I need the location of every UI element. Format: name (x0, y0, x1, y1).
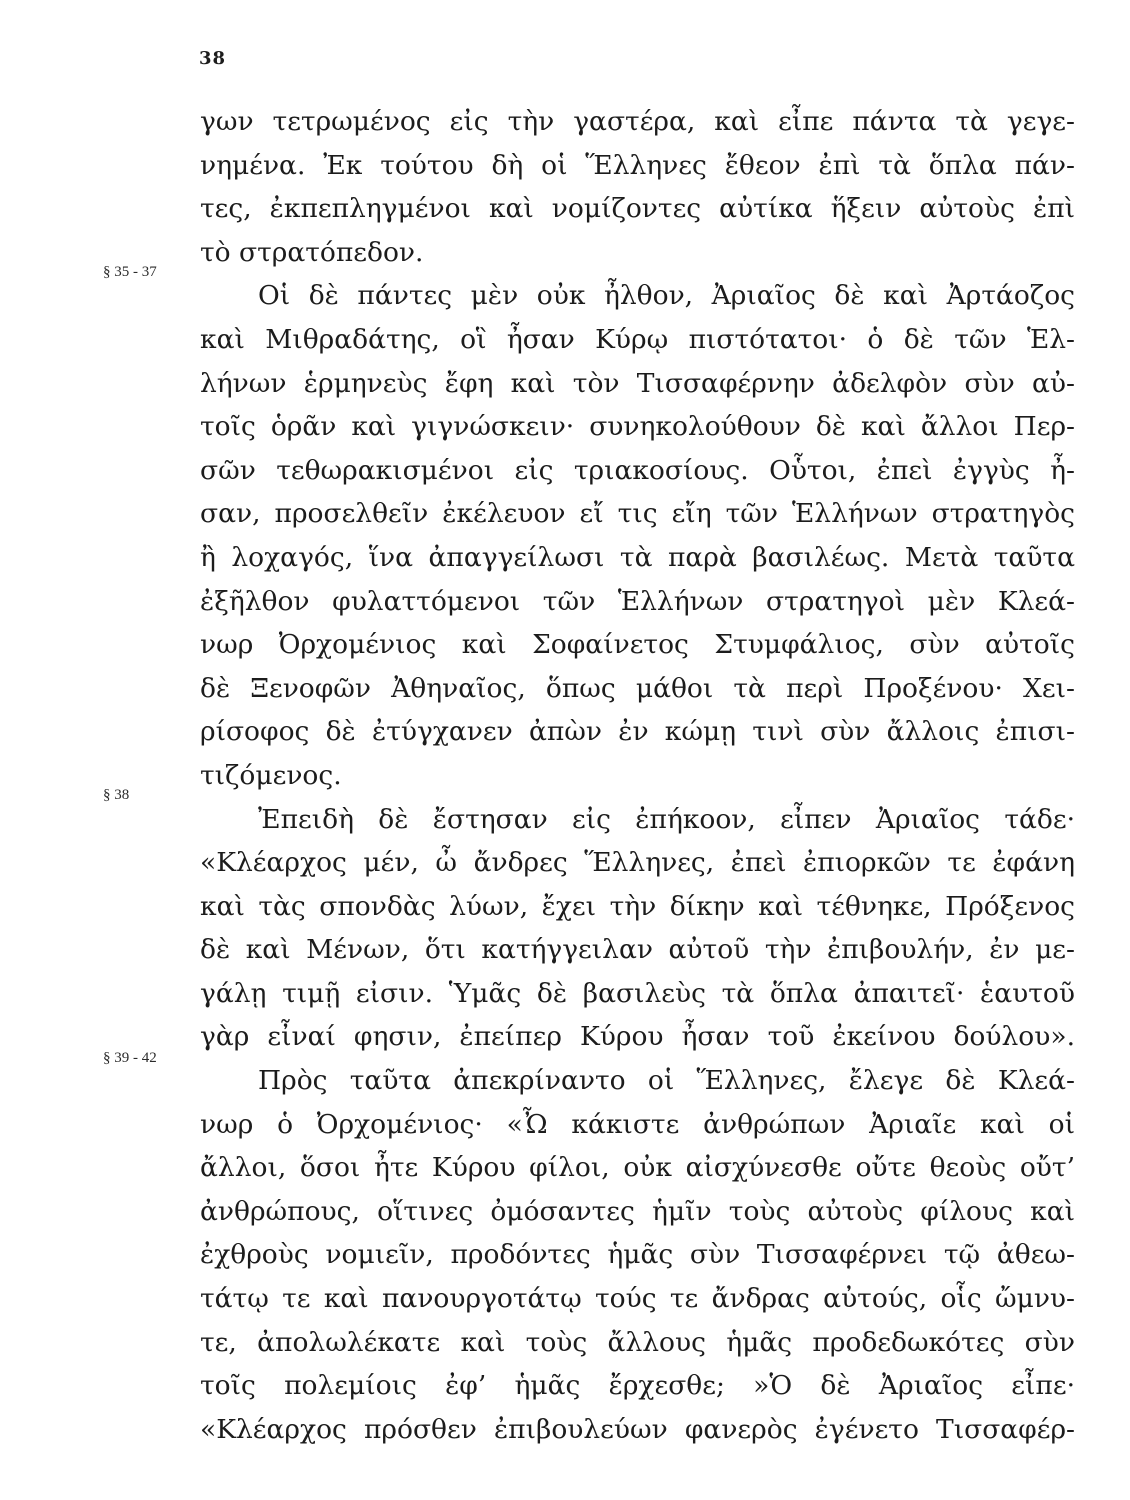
text-line: νημένα. Ἐκ τούτου δὴ οἱ Ἕλληνες ἔθεον ἐπὶ τὰ ὅπλα πάν- (200, 149, 1075, 181)
text-line: γων τετρωμένος εἰς τὴν γαστέρα, καὶ εἶπε πάντα τὰ γεγε- (200, 106, 1075, 137)
section-note-38: § 38 (103, 787, 130, 803)
text-line: Ἐπειδὴ δὲ ἔστησαν εἰς ἐπήκοον, εἶπεν Ἀριαῖος τάδε· (258, 803, 1075, 835)
text-line: τοῖς πολεμίοις ἐφ’ ἡμᾶς ἔρχεσθε; »Ὁ δὲ Ἀριαῖος εἶπε· (200, 1370, 1075, 1402)
text-line: τοῖς ὁρᾶν καὶ γιγνώσκειν· συνηκολούθουν δὲ καὶ ἄλλοι Περ- (200, 411, 1075, 443)
text-line: καὶ τὰς σπονδὰς λύων, ἔχει τὴν δίκην καὶ τέθνηκε, Πρόξενος (200, 890, 1075, 922)
text-line: Πρὸς ταῦτα ἀπεκρίναντο οἱ Ἕλληνες, ἔλεγε δὲ Κλεά- (258, 1065, 1075, 1097)
text-line: δὲ Ξενοφῶν Ἀθηναῖος, ὅπως μάθοι τὰ περὶ Προξένου· Χει- (200, 672, 1075, 704)
text-line: νωρ ὁ Ὀρχομένιος· «Ὦ κάκιστε ἀνθρώπων Ἀριαῖε καὶ οἱ (200, 1108, 1075, 1140)
text-line: ἢ λοχαγός, ἵνα ἀπαγγείλωσι τὰ παρὰ βασιλέως. Μετὰ ταῦτα (200, 541, 1075, 573)
text-line: δὲ καὶ Μένων, ὅτι κατήγγειλαν αὐτοῦ τὴν ἐπιβουλήν, ἐν με- (200, 934, 1075, 966)
text-line: Οἱ δὲ πάντες μὲν οὐκ ἦλθον, Ἀριαῖος δὲ καὶ Ἀρτάοζος (258, 280, 1075, 312)
text-line: τὸ στρατόπεδον. (200, 236, 424, 268)
text-line: τάτῳ τε καὶ πανουργοτάτῳ τούς τε ἄνδρας αὐτούς, οἷς ὤμνυ- (200, 1283, 1075, 1315)
text-line: σῶν τεθωρακισμένοι εἰς τριακοσίους. Οὗτοι, ἐπεὶ ἐγγὺς ἦ- (200, 454, 1075, 486)
text-line: γάλῃ τιμῇ εἰσιν. Ὑμᾶς δὲ βασιλεὺς τὰ ὅπλα ἀπαιτεῖ· ἑαυτοῦ (200, 977, 1075, 1009)
section-note-39-42: § 39 - 42 (103, 1050, 157, 1066)
page-number: 38 (199, 48, 227, 69)
text-line: γὰρ εἶναί φησιν, ἐπείπερ Κύρου ἦσαν τοῦ ἐκείνου δούλου». (200, 1021, 1075, 1053)
text-line: νωρ Ὀρχομένιος καὶ Σοφαίνετος Στυμφάλιος, σὺν αὐτοῖς (200, 629, 1075, 661)
text-line: ρίσοφος δὲ ἐτύγχανεν ἀπὼν ἐν κώμῃ τινὶ σὺν ἄλλοις ἐπισι- (200, 716, 1075, 748)
text-line: τιζόμενος. (200, 759, 342, 791)
text-line: «Κλέαρχος πρόσθεν ἐπιβουλεύων φανερὸς ἐγένετο Τισσαφέρ- (200, 1413, 1075, 1445)
body-text (200, 100, 1075, 1451)
text-line: ἐχθροὺς νομιεῖν, προδόντες ἡμᾶς σὺν Τισσαφέρνει τῷ ἀθεω- (200, 1239, 1075, 1271)
text-line: ἀνθρώπους, οἵτινες ὀμόσαντες ἡμῖν τοὺς αὐτοὺς φίλους καὶ (200, 1195, 1075, 1227)
text-line: σαν, προσελθεῖν ἐκέλευον εἴ τις εἴη τῶν Ἑλλήνων στρατηγὸς (200, 498, 1075, 530)
text-line: τες, ἐκπεπληγμένοι καὶ νομίζοντες αὐτίκα ἥξειν αὐτοὺς ἐπὶ (200, 193, 1075, 225)
text-line: ἄλλοι, ὅσοι ἦτε Κύρου φίλοι, οὐκ αἰσχύνεσθε οὔτε θεοὺς οὔτ’ (200, 1152, 1075, 1184)
text-line: ἐξῆλθον φυλαττόμενοι τῶν Ἑλλήνων στρατηγοὶ μὲν Κλεά- (200, 585, 1075, 617)
text-line: τε, ἀπολωλέκατε καὶ τοὺς ἄλλους ἡμᾶς προδεδωκότες σὺν (200, 1326, 1075, 1358)
text-line: «Κλέαρχος μέν, ὦ ἄνδρες Ἕλληνες, ἐπεὶ ἐπιορκῶν τε ἐφάνη (200, 847, 1075, 879)
text-line: λήνων ἑρμηνεὺς ἔφη καὶ τὸν Τισσαφέρνην ἀδελφὸν σὺν αὐ- (200, 367, 1075, 399)
text-line: καὶ Μιθραδάτης, οἳ ἦσαν Κύρῳ πιστότατοι· ὁ δὲ τῶν Ἑλ- (200, 323, 1075, 355)
section-note-35-37: § 35 - 37 (103, 264, 157, 280)
